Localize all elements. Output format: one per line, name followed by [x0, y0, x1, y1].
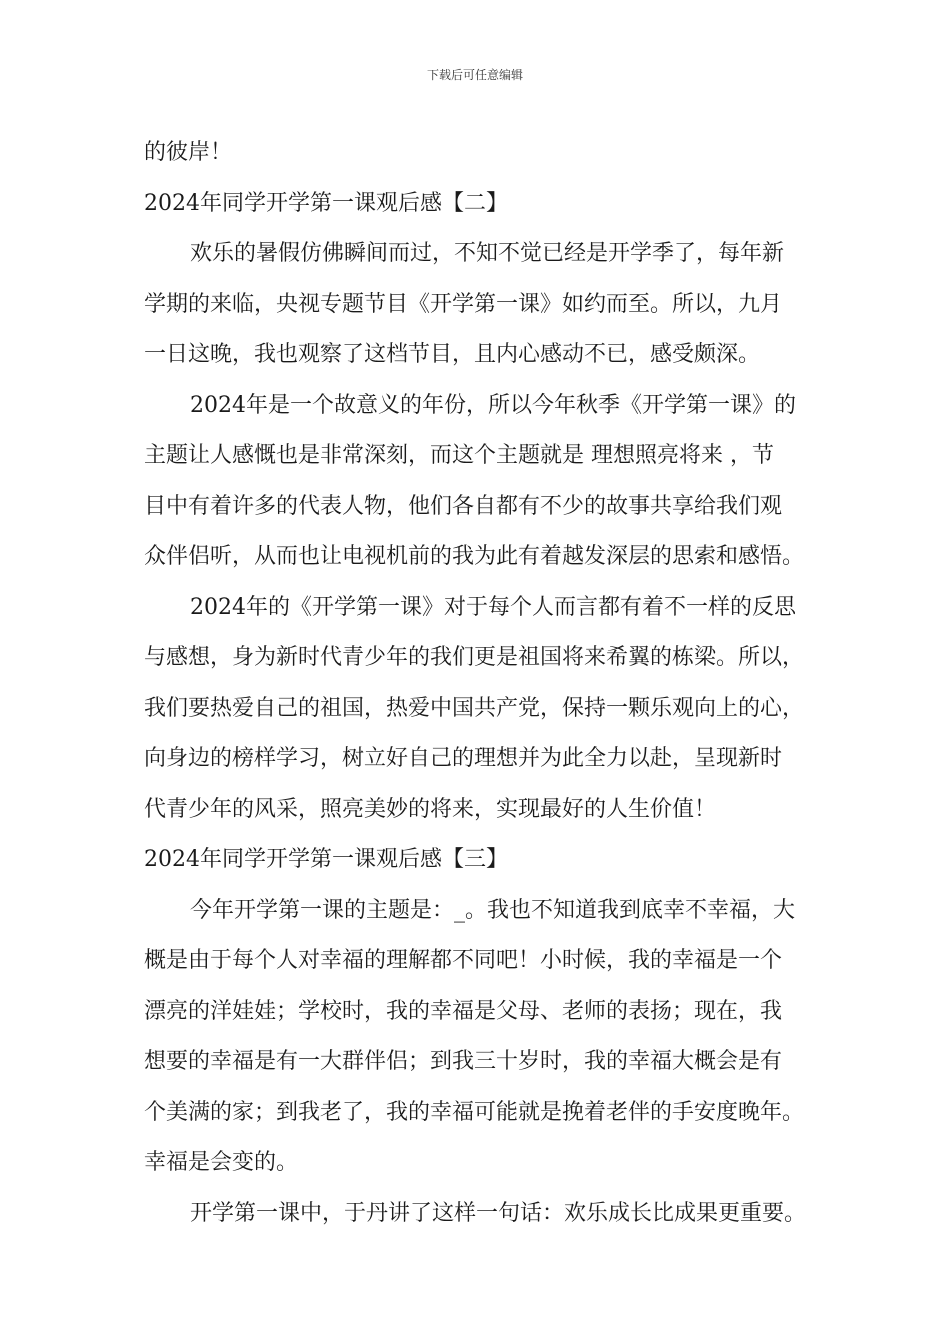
text-line: 2024年的《开学第一课》对于每个人而言都有着不一样的反思 — [190, 594, 796, 620]
text-line: 2024年是一个故意义的年份，所以今年秋季《开学第一课》的 — [190, 392, 796, 418]
text-line: 漂亮的洋娃娃；学校时，我的幸福是父母、老师的表扬；现在，我 — [144, 998, 783, 1024]
section-heading: 2024年同学开学第一课观后感【二】 — [144, 190, 508, 216]
paragraph — [144, 583, 830, 836]
text-line: 开学第一课中，于丹讲了这样一句话：欢乐成长比成果更重要。 — [190, 1200, 807, 1226]
paragraph — [144, 229, 830, 381]
text-line: 代青少年的风采，照亮美妙的将来，实现最好的人生价值！ — [144, 796, 717, 822]
text-line: 概是由于每个人对幸福的理解都不同吧！小时候，我的幸福是一个 — [144, 948, 783, 973]
text-line: 欢乐的暑假仿佛瞬间而过，不知不觉已经是开学季了，每年新 — [190, 241, 785, 266]
text-line: 想要的幸福是有一大群伴侣；到我三十岁时，我的幸福大概会是有 — [144, 1049, 783, 1074]
text-line: 我们要热爱自己的祖国，热爱中国共产党，保持一颗乐观向上的心， — [144, 695, 805, 721]
text-line: 与感想，身为新时代青少年的我们更是祖国将来希翼的栋梁。所以， — [144, 645, 805, 670]
paragraph — [144, 1189, 830, 1240]
text-line: 向身边的榜样学习，树立好自己的理想并为此全力以赴，呈现新时 — [144, 746, 783, 771]
paragraph — [144, 886, 830, 1189]
page-header-note: 下载后可任意编辑 — [426, 68, 523, 82]
text-line: 今年开学第一课的主题是：_。我也不知道我到底幸不幸福，大 — [190, 897, 796, 923]
text-line: 目中有着许多的代表人物，他们各自都有不少的故事共享给我们观 — [144, 493, 783, 519]
text-line: 幸福是会变的。 — [144, 1150, 299, 1175]
text-line: 一日这晚，我也观察了这档节目，且内心感动不已，感受颇深。 — [144, 342, 761, 367]
paragraph — [144, 381, 830, 583]
document-body — [144, 128, 830, 1239]
text-line: 众伴侣听，从而也让电视机前的我为此有着越发深层的思索和感悟。 — [144, 544, 805, 569]
section-heading: 2024年同学开学第一课观后感【三】 — [144, 847, 508, 872]
text-line: 学期的来临，央视专题节目《开学第一课》如约而至。所以，九月 — [144, 291, 783, 317]
text-line: 个美满的家；到我老了，我的幸福可能就是挽着老伴的手安度晚年。 — [144, 1099, 805, 1125]
text-line: 主题让人感慨也是非常深刻，而这个主题就是 理想照亮将来 ，节 — [144, 443, 774, 468]
text-line: 的彼岸！ — [144, 140, 233, 165]
paragraph — [144, 128, 830, 179]
